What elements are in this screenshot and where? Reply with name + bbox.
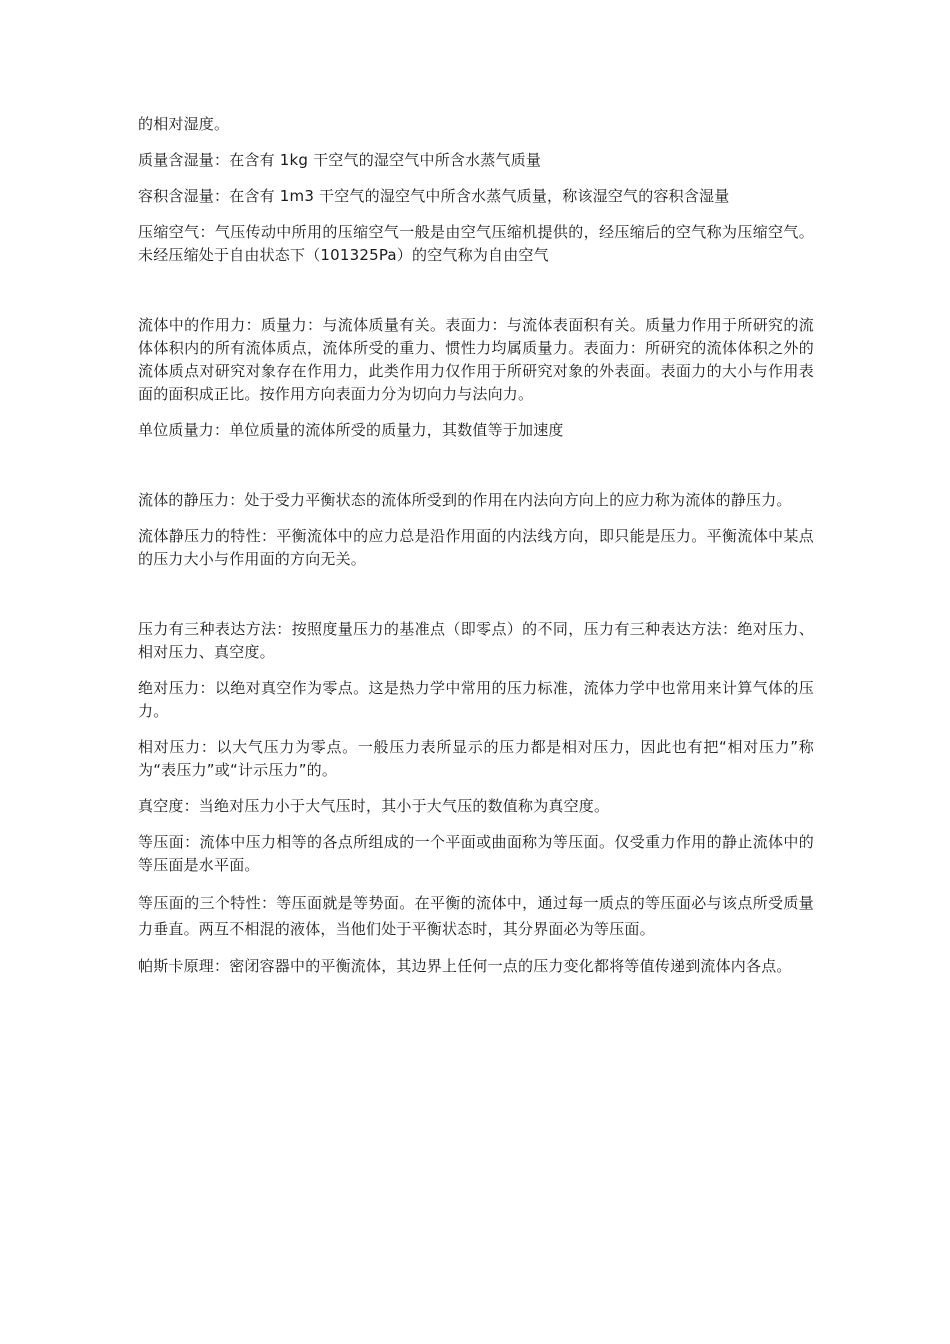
paragraph-pressure-expressions: 压力有三种表达方法：按照度量压力的基准点（即零点）的不同，压力有三种表达方法：绝对压力、相对压力、真空度。 [138,620,814,661]
paragraph-static-pressure-properties: 流体静压力的特性：平衡流体中的应力总是沿作用面的内法线方向，即只能是压力。平衡流体中某点的压力大小与作用面的方向无关。 [138,527,814,568]
section-spacer [138,455,814,489]
paragraph-relative-pressure: 相对压力：以大气压力为零点。一般压力表所显示的压力都是相对压力，因此也有把“相对压力”称为“表压力”或“计示压力”的。 [138,738,814,779]
paragraph-vacuum-degree: 真空度：当绝对压力小于大气压时，其小于大气压的数值称为真空度。 [138,797,610,815]
paragraph-volume-humidity: 容积含湿量：在含有 1m3 干空气的湿空气中所含水蒸气质量，称该湿空气的容积含湿量 [138,187,730,205]
section-spacer [138,584,814,618]
paragraph-pascal-principle: 帕斯卡原理：密闭容器中的平衡流体，其边界上任何一点的压力变化都将等值传递到流体内各点。 [138,957,792,975]
section-spacer [138,280,814,314]
paragraph-isobaric-surface: 等压面：流体中压力相等的各点所组成的一个平面或曲面称为等压面。仅受重力作用的静止流体中的等压面是水平面。 [138,833,814,874]
paragraph-mass-humidity: 质量含湿量：在含有 1kg 干空气的湿空气中所含水蒸气质量 [138,151,542,169]
paragraph-unit-mass-force: 单位质量力：单位质量的流体所受的质量力，其数值等于加速度 [138,421,564,439]
paragraph-fluid-forces: 流体中的作用力：质量力：与流体质量有关。表面力：与流体表面积有关。质量力作用于所研究的流体体积内的所有流体质点，流体所受的重力、惯性力均属质量力。表面力：所研究的流体体积之外的流体质点对研究对象存在作用力，此类作用力仅作用于所研究对象的外表面。表面力的大小与作用表面的面积成正比。按作用方向表面力分为切向力与法向力。 [138,316,814,403]
paragraph-static-pressure: 流体的静压力：处于受力平衡状态的流体所受到的作用在内法向方向上的应力称为流体的静压力。 [138,491,792,509]
document-body [138,113,814,991]
paragraph-compressed-air: 压缩空气：气压传动中所用的压缩空气一般是由空气压缩机提供的，经压缩后的空气称为压缩空气。未经压缩处于自由状态下（101325Pa）的空气称为自由空气 [138,223,814,264]
paragraph-absolute-pressure: 绝对压力：以绝对真空作为零点。这是热力学中常用的压力标准，流体力学中也常用来计算气体的压力。 [138,679,814,720]
paragraph-isobaric-properties: 等压面的三个特性：等压面就是等势面。在平衡的流体中，通过每一质点的等压面必与该点所受质量力垂直。两互不相混的液体，当他们处于平衡状态时，其分界面必为等压面。 [138,894,814,938]
paragraph-relative-humidity-tail: 的相对湿度。 [138,115,230,133]
